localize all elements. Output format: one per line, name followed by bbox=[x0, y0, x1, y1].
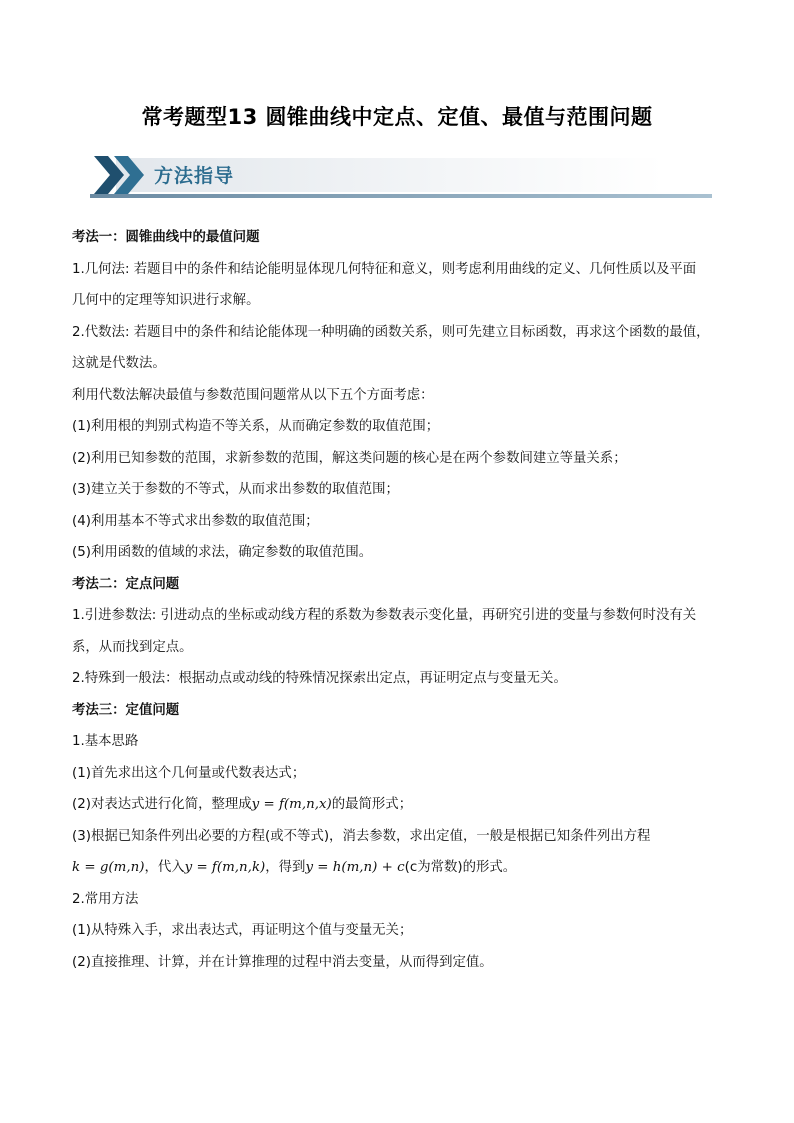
text-run: 的最简形式； bbox=[331, 797, 413, 812]
page-title: 常考题型13 圆锥曲线中定点、定值、最值与范围问题 bbox=[141, 105, 653, 129]
text-run: ，代入 bbox=[144, 860, 185, 875]
math-expression: k = g(m,n) bbox=[72, 860, 145, 875]
section-heading: 考法三：定值问题 bbox=[72, 702, 180, 718]
paragraph-line: 利用代数法解决最值与参数范围问题常从以下五个方面考虑： bbox=[72, 387, 434, 403]
paragraph-line: (3)根据已知条件列出必要的方程(或不等式)，消去参数，求出定值，一般是根据已知条件列出方程 bbox=[72, 828, 651, 844]
paragraph-line: 几何中的定理等知识进行求解。 bbox=[72, 293, 260, 308]
double-chevron-icon bbox=[90, 152, 148, 198]
text-run: (2)对表达式进行化简，整理成 bbox=[72, 797, 252, 812]
paragraph-line: (2)利用已知参数的范围，求新参数的范围，解这类问题的核心是在两个参数间建立等量关系； bbox=[72, 450, 627, 466]
paragraph-line bbox=[72, 795, 727, 814]
paragraph-line: 2.特殊到一般法：根据动点或动线的特殊情况探索出定点，再证明定点与变量无关。 bbox=[72, 671, 567, 686]
document-body bbox=[72, 228, 727, 984]
paragraph-line: (5)利用函数的值域的求法，确定参数的取值范围。 bbox=[72, 545, 373, 560]
paragraph-line: (2)直接推理、计算，并在计算推理的过程中消去变量，从而得到定值。 bbox=[72, 954, 493, 970]
paragraph-line: 这就是代数法。 bbox=[72, 356, 166, 371]
paragraph-line: (1)利用根的判别式构造不等关系，从而确定参数的取值范围； bbox=[72, 419, 440, 434]
paragraph-line: 1.基本思路 bbox=[72, 734, 139, 749]
paragraph-line: (4)利用基本不等式求出参数的取值范围； bbox=[72, 513, 319, 529]
section-heading: 考法二：定点问题 bbox=[72, 576, 180, 592]
paragraph-line: (1)首先求出这个几何量或代数表达式； bbox=[72, 765, 306, 781]
paragraph-line bbox=[72, 858, 727, 877]
paragraph-line: 1.几何法: 若题目中的条件和结论能明显体现几何特征和意义，则考虑利用曲线的定义、几何性质以及平面 bbox=[72, 261, 697, 277]
paragraph-line: (1)从特殊入手，求出表达式，再证明这个值与变量无关； bbox=[72, 923, 413, 938]
text-run: (c为常数)的形式。 bbox=[404, 860, 517, 875]
text-run: ，得到 bbox=[265, 860, 306, 875]
paragraph-line: 2.常用方法 bbox=[72, 891, 139, 907]
section-banner bbox=[90, 152, 712, 204]
section-heading: 考法一：圆锥曲线中的最值问题 bbox=[72, 230, 260, 245]
paragraph-line: 系，从而找到定点。 bbox=[72, 639, 193, 655]
paragraph-line: (3)建立关于参数的不等式，从而求出参数的取值范围； bbox=[72, 482, 399, 497]
paragraph-line: 2.代数法: 若题目中的条件和结论能体现一种明确的函数关系，则可先建立目标函数，再求这个函数的最值， bbox=[72, 324, 710, 340]
paragraph-line: 1.引进参数法: 引进动点的坐标或动线方程的系数为参数表示变化量，再研究引进的变量与参数何时没有关 bbox=[72, 608, 697, 623]
math-expression: y = f(m,n,k) bbox=[184, 860, 266, 875]
math-expression: y = f(m,n,x) bbox=[251, 797, 332, 812]
banner-label: 方法指导 bbox=[154, 165, 235, 187]
banner-underline bbox=[90, 194, 712, 198]
math-expression: y = h(m,n) + c bbox=[305, 860, 405, 875]
